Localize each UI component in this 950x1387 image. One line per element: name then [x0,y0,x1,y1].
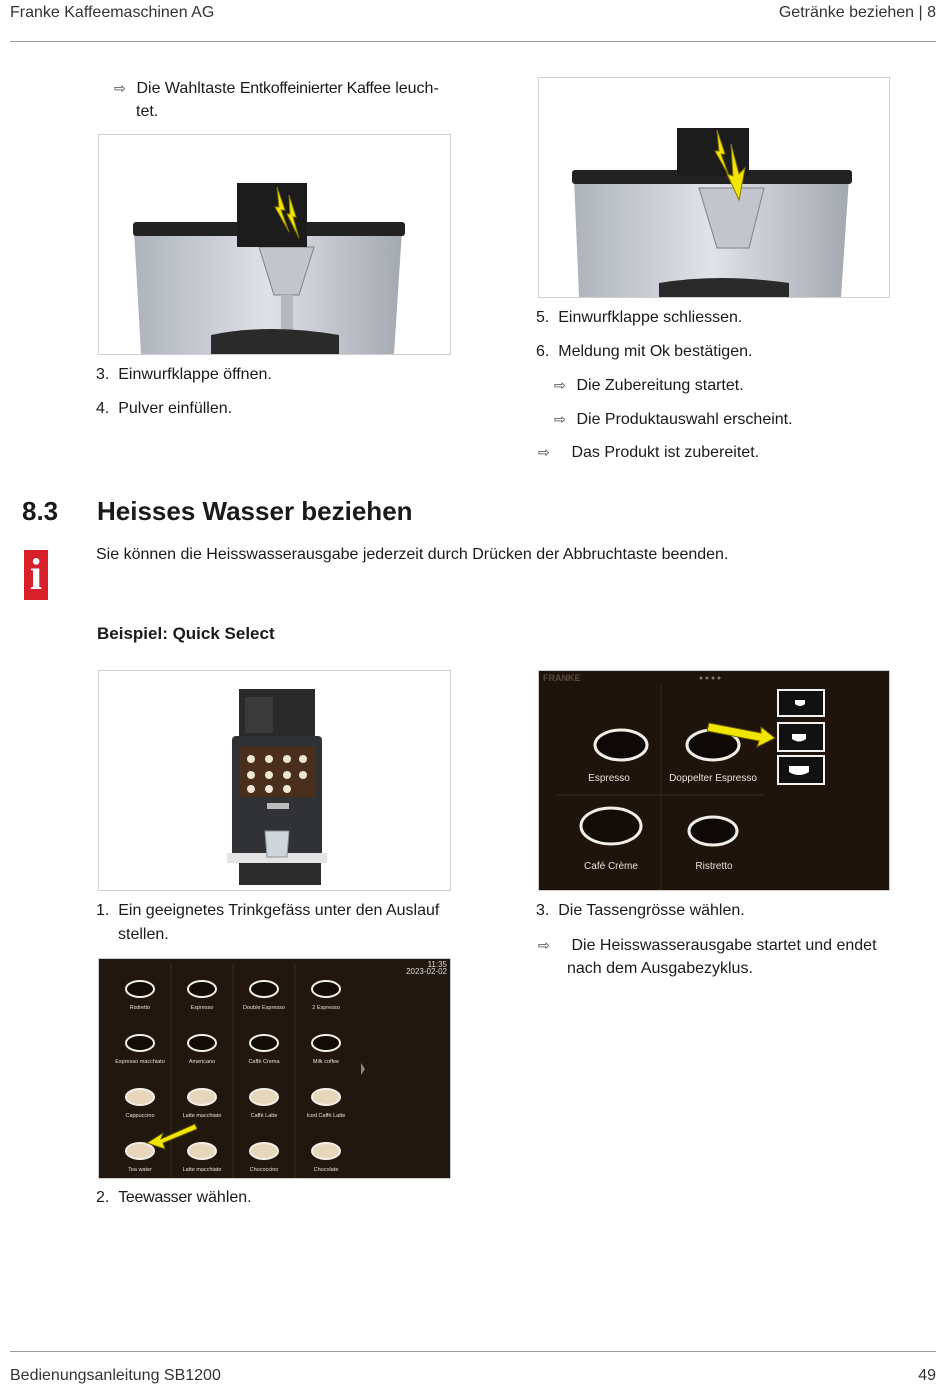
brand-label: FRANKE [543,673,581,683]
cup-icon [188,1035,216,1051]
cup-icon [250,1089,278,1105]
header-left: Franke Kaffeemaschinen AG [10,4,215,21]
product-tile-label: Cappuccino [125,1113,155,1119]
cup-icon [188,1143,216,1159]
product-tile-label: Espresso macchiato [115,1059,165,1065]
product-tile-label: Tea water [128,1167,152,1173]
cup-icon [126,1035,154,1051]
step-3-cup-size: 3. Die Tassengrösse wählen. [536,902,745,919]
machine-figure [98,670,451,891]
result-arrow-icon: ⇨ [538,444,550,460]
product-tile-label: Caffè Crema [248,1059,280,1065]
product-tile-label: Caffè Latte [250,1113,278,1119]
tile-label: Café Crème [584,861,638,872]
cup-icon [312,981,340,997]
hopper-open-figure [98,134,451,355]
product-tile-label: Chocolate [313,1167,339,1173]
cup-icon [312,1089,340,1105]
product-tile-label: Ristretto [129,1005,151,1011]
product-tile-label: Milk coffee [312,1059,340,1065]
step-4-fill: 4. Pulver einfüllen. [96,400,233,417]
cup-icon [188,981,216,997]
footer-rule [10,1351,936,1352]
hopper-close-figure [538,77,890,298]
cup-icon [126,1089,154,1105]
sub-result-selection: ⇨ Die Produktauswahl erscheint. [554,407,793,432]
cup-size-screen [538,670,890,891]
cup-icon [188,1089,216,1105]
result-arrow-icon: ⇨ [538,937,550,953]
product-tile-label: Latte macchiato [182,1167,222,1173]
section-title: Heisses Wasser beziehen [97,496,413,526]
key-teewasser: Teewasser [118,1189,193,1206]
final-result: ⇨ Das Produkt ist zubereitet. [538,440,759,465]
key-ok: Ok [649,343,670,360]
product-grid-illustration [99,959,450,1178]
tile-label: Espresso [588,773,630,784]
page-number: 49 [918,1367,936,1384]
product-tile-label: Espresso [190,1005,214,1011]
footer-left: Bedienungsanleitung SB1200 [10,1367,221,1384]
hopper-close-illustration [539,78,889,297]
product-tile-label: 2 Espresso [312,1005,340,1011]
cup-icon [250,1035,278,1051]
step-3-open: 3. Einwurfklappe öffnen. [96,366,272,383]
hot-water-result-line2: nach dem Ausgabezyklus. [567,960,753,977]
step-2-teewasser: 2. Teewasser wählen. [96,1189,252,1206]
info-text: Sie können die Heisswasserausgabe jederzeit durch Drücken der Abbruchtaste beenden. [96,546,729,563]
header-rule [10,41,936,42]
cup-icon [250,981,278,997]
step-5-close: 5. Einwurfklappe schliessen. [536,309,743,326]
result-arrow-icon: ⇨ [554,377,566,393]
example-title: Beispiel: Quick Select [97,624,275,643]
result-line2: tet. [136,103,159,120]
sub-result-start: ⇨ Die Zubereitung startet. [554,373,744,398]
step-1-cup: 1. Ein geeignetes Trinkgefäss unter den Auslauf [96,902,440,919]
product-tile-label: Double Espresso [243,1005,285,1011]
cup-icon [312,1035,340,1051]
cup-icon [250,1143,278,1159]
tile-label: Ristretto [695,861,733,872]
screen-time: 11:35 [427,960,447,969]
cup-icon [126,981,154,997]
cup-icon [126,1143,154,1159]
result-arrow-icon: ⇨ [114,80,126,96]
step-1-line2: stellen. [118,926,169,943]
key-entkoffeiniert: Entkoffeinierter Kaffee [239,80,391,97]
result-arrow-icon: ⇨ [554,411,566,427]
product-tile-label: Chococcino [249,1167,279,1173]
info-icon: i [24,550,48,600]
product-tile-label: Americano [188,1059,216,1065]
cup-size-screen-illustration [539,671,889,890]
header-right: Getränke beziehen | 8 [778,4,936,21]
section-number: 8.3 [22,496,59,526]
screen-date: 2023-02-02 [406,967,447,976]
product-tile-label: Iced Caffè Latte [306,1113,346,1119]
step-6-confirm: 6. Meldung mit Ok bestätigen. [536,343,753,360]
result-entkoffeiniert: ⇨ Die Wahltaste Entkoffeinierter Kaffee leuch- [114,76,454,101]
hopper-open-illustration [99,135,450,354]
product-tile-label: Latte macchiato [182,1113,222,1119]
coffee-machine-illustration [99,671,450,890]
hot-water-result: ⇨ Die Heisswasserausgabe startet und endet [538,933,877,958]
tile-label: Doppelter Espresso [669,773,757,784]
product-grid-screen [98,958,451,1179]
cup-icon [312,1143,340,1159]
